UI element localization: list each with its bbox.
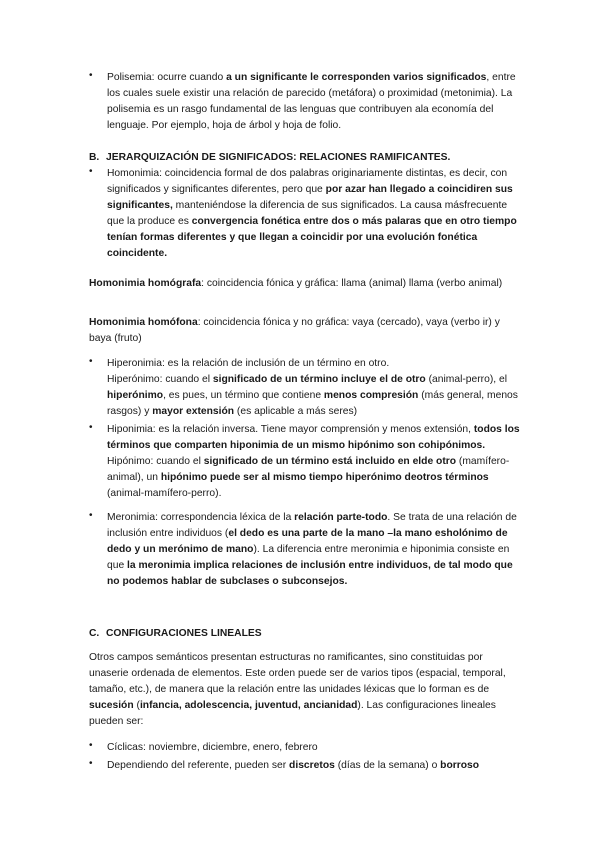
bullet: • [89, 422, 93, 433]
bullet: • [89, 740, 93, 751]
meronimia-paragraph: Meronimia: correspondencia léxica de la relación parte-todo. Se trata de una relación de inclusión entre individuos (el dedo es una parte de la mano –la mano esholónimo de dedo y un merónimo de mano). La diferencia entre meronimia e hiponimia consiste en que la meronimia implica relaciones de inclusión entre individuos, de tal modo que no podemos hablar de subclases o subconsejos. [107, 512, 517, 587]
section-b-heading: B. JERARQUIZACIÓN DE SIGNIFICADOS: RELACIONES RAMIFICANTES. [89, 152, 451, 163]
hiponimia-paragraph: Hiponimia: es la relación inversa. Tiene mayor comprensión y menos extensión, todos los términos que comparten hiponimia de un mismo hipónimo son cohipónimos. Hipónimo: cuando el significado de un término está incluido en elde otro (mamífero-animal), un hipónimo puede ser al mismo tiempo hiperónimo deotros términos (animal-mamífero-perro). [107, 424, 520, 499]
polisemia-paragraph: Polisemia: ocurre cuando a un significante le corresponden varios significados, entre los cuales suele existir una relación de parecido (metáfora) o proximidad (metonimia). La polisemia es un rasgo fundamental de las lenguas que contribuyen ala economía del lenguaje. Por ejemplo, hoja de árbol y hoja de folio. [107, 72, 516, 131]
configuraciones-paragraph: Otros campos semánticos presentan estructuras no ramificantes, sino constituidas por unaserie ordenada de elementos. Este orden puede ser de varios tipos (espacial, temporal, tamaño, etc.), de manera que la relación entre las unidades léxicas que lo forman es de sucesión (infancia, adolescencia, juventud, ancianidad). Las configuraciones lineales pueden ser: [89, 652, 506, 727]
bullet: • [89, 510, 93, 521]
homonimia-homografa: Homonimia homógrafa: coincidencia fónica y gráfica: llama (animal) llama (verbo animal) [89, 278, 503, 289]
bullet: • [89, 70, 93, 81]
homonimia-homofona: Homonimia homófona: coincidencia fónica y no gráfica: vaya (cercado), vaya (verbo ir) y baya (fruto) [89, 317, 500, 344]
hiperonimia-paragraph: Hiperonimia: es la relación de inclusión de un término en otro. Hiperónimo: cuando el significado de un término incluye el de otro (animal-perro), el hiperónimo, es pues, un término que contiene menos compresión (más general, menos rasgos) y mayor extensión (es aplicable a más seres) [107, 358, 518, 417]
dependiendo-item: Dependiendo del referente, pueden ser discretos (días de la semana) o borroso [107, 760, 480, 771]
bullet: • [89, 166, 93, 177]
ciclicas-item: Cíclicas: noviembre, diciembre, enero, febrero [107, 742, 318, 753]
bullet: • [89, 758, 93, 769]
section-c-heading: C. CONFIGURACIONES LINEALES [89, 628, 262, 639]
bullet: • [89, 356, 93, 367]
homonimia-paragraph: Homonimia: coincidencia formal de dos palabras originariamente distintas, es decir, con significados y significantes diferentes, pero que por azar han llegado a coincidiren sus significantes, manteniéndose la diferencia de sus significados. La causa másfrecuente que la produce es convergencia fonética entre dos o más palaras que en otro tiempo tenían formas diferentes y que llegan a coincidir por una evolución fonética coincidente. [107, 168, 517, 259]
